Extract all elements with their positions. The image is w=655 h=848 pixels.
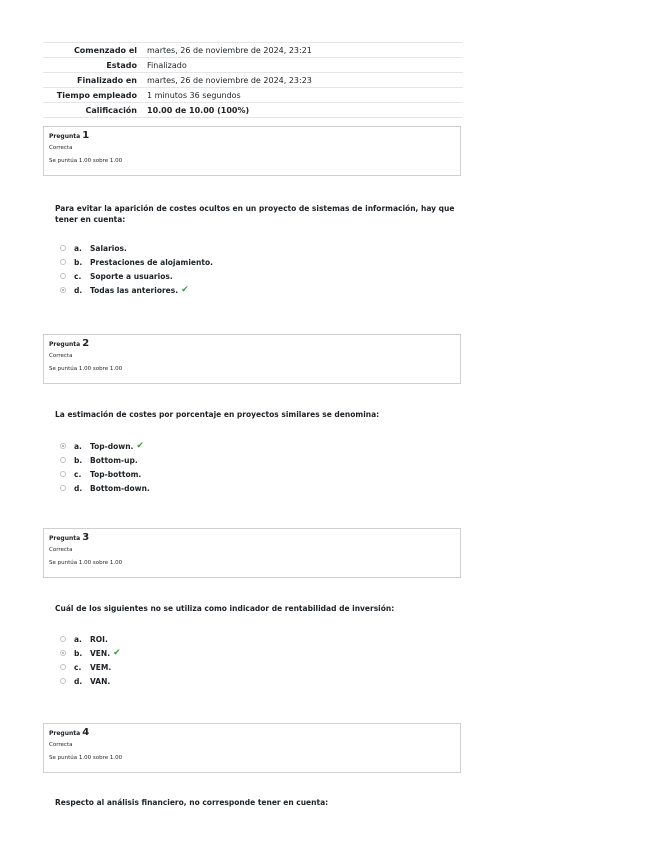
question-text-2: La estimación de costes por porcentaje en proyectos similares se denomina: — [55, 410, 380, 419]
summary-label: Finalizado en — [77, 75, 137, 85]
answer-option-d[interactable]: d. Bottom-down. — [55, 481, 150, 495]
answer-option-a[interactable]: a. Salarios. — [55, 241, 213, 255]
question-grade: Se puntúa 1.00 sobre 1.00 — [49, 366, 123, 372]
radio-button[interactable] — [60, 664, 66, 670]
summary-label: Comenzado el — [73, 45, 137, 55]
answer-option-c[interactable]: c. VEM. — [55, 660, 121, 674]
check-icon: ✔ — [181, 285, 189, 295]
answer-option-a[interactable]: a. Top-down. ✔ — [55, 439, 150, 453]
answer-option-b[interactable]: b. Bottom-up. — [55, 453, 150, 467]
answer-option-b[interactable]: b. Prestaciones de alojamiento. — [55, 255, 213, 269]
answer-option-c[interactable]: c. Soporte a usuarios. — [55, 269, 213, 283]
answer-option-b[interactable]: b. VEN. ✔ — [55, 646, 121, 660]
question-grade: Se puntúa 1.00 sobre 1.00 — [49, 560, 123, 566]
radio-button[interactable] — [60, 259, 66, 265]
radio-button[interactable] — [60, 471, 66, 477]
summary-value: Finalizado — [147, 60, 187, 70]
summary-value: 1 minutos 36 segundos — [147, 90, 241, 100]
radio-button[interactable] — [60, 485, 66, 491]
answer-list-3 — [55, 632, 121, 688]
question-number: Pregunta 2 — [49, 338, 90, 349]
summary-value: martes, 26 de noviembre de 2024, 23:21 — [147, 45, 312, 55]
question-state: Correcta — [49, 145, 73, 151]
summary-row-grade — [43, 103, 463, 118]
question-state: Correcta — [49, 353, 73, 359]
summary-label: Estado — [106, 60, 137, 70]
answer-list-2 — [55, 439, 150, 495]
radio-button[interactable] — [60, 636, 66, 642]
summary-label: Calificación — [85, 105, 137, 115]
answer-option-d[interactable]: d. VAN. — [55, 674, 121, 688]
question-state: Correcta — [49, 547, 73, 553]
question-info-2 — [43, 334, 461, 384]
summary-value: martes, 26 de noviembre de 2024, 23:23 — [147, 75, 312, 85]
radio-button[interactable] — [60, 273, 66, 279]
check-icon: ✔ — [136, 441, 144, 451]
question-number: Pregunta 4 — [49, 727, 90, 738]
summary-row-time — [43, 88, 463, 103]
question-grade: Se puntúa 1.00 sobre 1.00 — [49, 158, 123, 164]
summary-label: Tiempo empleado — [56, 90, 137, 100]
question-text-1: Para evitar la aparición de costes ocultos en un proyecto de sistemas de información, hay que tener en cuenta: — [55, 204, 455, 224]
radio-button-selected[interactable] — [60, 650, 66, 656]
answer-list-1 — [55, 241, 213, 297]
radio-button[interactable] — [60, 245, 66, 251]
question-number: Pregunta 1 — [49, 130, 90, 141]
radio-button[interactable] — [60, 678, 66, 684]
question-number: Pregunta 3 — [49, 532, 90, 543]
answer-option-d[interactable]: d. Todas las anteriores. ✔ — [55, 283, 213, 297]
radio-button-selected[interactable] — [60, 287, 66, 293]
check-icon: ✔ — [113, 648, 121, 658]
question-grade: Se puntúa 1.00 sobre 1.00 — [49, 755, 123, 761]
question-info-3 — [43, 528, 461, 578]
question-state: Correcta — [49, 742, 73, 748]
summary-row-state — [43, 58, 463, 73]
question-text-3: Cuál de los siguientes no se utiliza como indicador de rentabilidad de inversión: — [55, 604, 395, 613]
answer-option-a[interactable]: a. ROI. — [55, 632, 121, 646]
summary-row-finished — [43, 73, 463, 88]
summary-row-started — [43, 43, 463, 58]
answer-option-c[interactable]: c. Top-bottom. — [55, 467, 150, 481]
radio-button-selected[interactable] — [60, 443, 66, 449]
attempt-summary-table — [43, 42, 463, 118]
question-info-1 — [43, 126, 461, 176]
summary-value: 10.00 de 10.00 (100%) — [147, 105, 250, 115]
question-info-4 — [43, 723, 461, 773]
question-text-4: Respecto al análisis financiero, no corresponde tener en cuenta: — [55, 798, 329, 807]
radio-button[interactable] — [60, 457, 66, 463]
